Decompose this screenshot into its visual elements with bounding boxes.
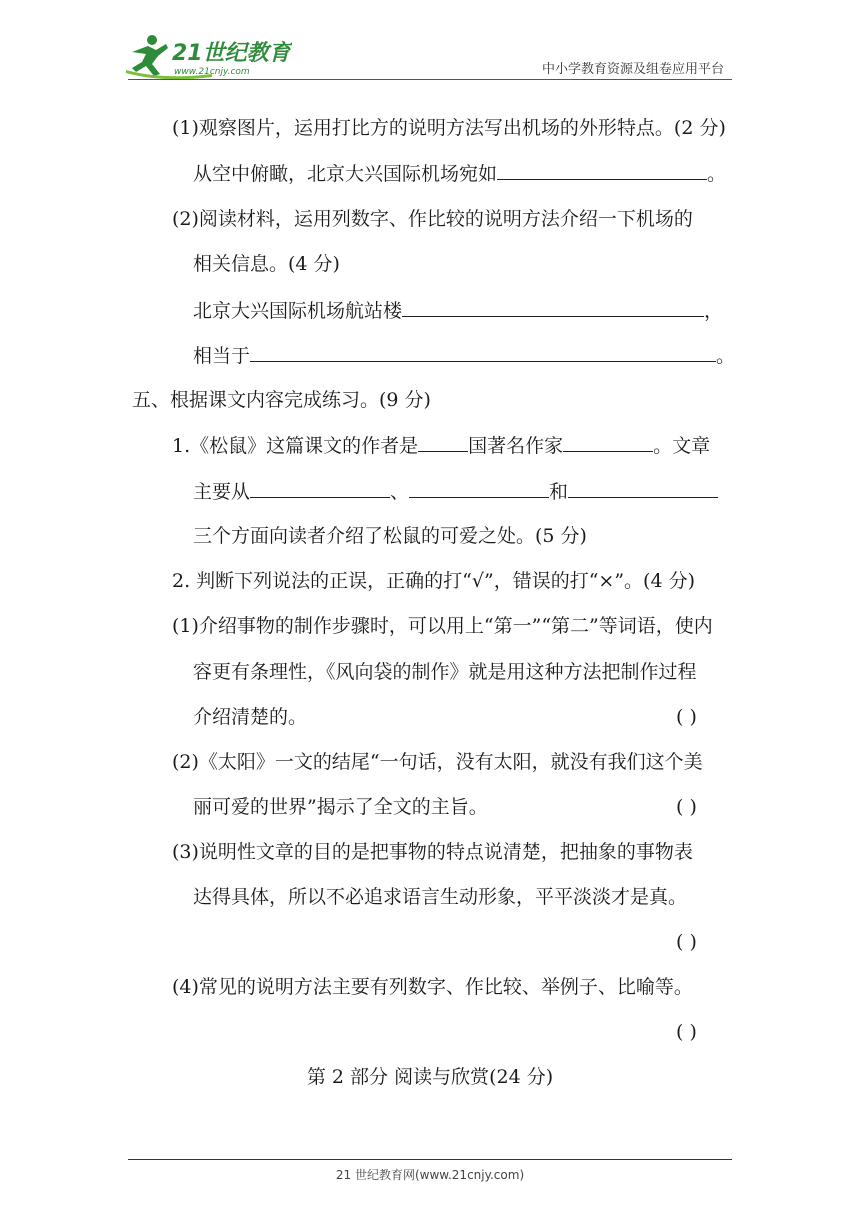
q4-part2-answer-line-2: [193, 341, 735, 370]
answer-paren-1[interactable]: ( ): [676, 706, 697, 728]
q5-s1-text-b: 国著名作家: [468, 435, 564, 457]
site-logo: [122, 30, 292, 80]
q5-s1-text-c: 。文章: [653, 435, 711, 457]
judge-3-line2: 达得具体，所以不必追求语言生动形象，平平淡淡才是真。: [193, 886, 688, 908]
judge-2-line2: 丽可爱的世界”揭示了全文的主旨。: [193, 796, 488, 818]
q5-s2-title: 2. 判断下列说法的正误，正确的打“√”，错误的打“×”。(4 分): [172, 570, 696, 592]
answer-blank[interactable]: [497, 159, 707, 180]
header-divider: [128, 79, 732, 80]
q5-s1-text-a: 1.《松鼠》这篇课文的作者是: [172, 435, 419, 457]
q4-part1-prompt: (1)观察图片，运用打比方的说明方法写出机场的外形特点。(2 分): [172, 117, 726, 139]
q4-part2-suffix-2: 。: [716, 345, 736, 367]
logo-url: www.21cnjy.com: [174, 67, 250, 77]
answer-blank[interactable]: [250, 341, 716, 362]
q4-part1-answer-line: [193, 159, 726, 188]
q5-s1-line3: 三个方面向读者介绍了松鼠的可爱之处。(5 分): [193, 525, 587, 547]
q5-s1-text-d: 主要从: [193, 481, 251, 503]
q4-part2-suffix-1: ，: [704, 300, 724, 322]
q4-part1-prefix: 从空中俯瞰，北京大兴国际机场宛如: [193, 163, 498, 185]
judge-2-line1: (2)《太阳》一文的结尾“一句话，没有太阳，就没有我们这个美: [172, 751, 703, 773]
judge-1-line3: 介绍清楚的。: [193, 706, 308, 728]
answer-paren-4[interactable]: ( ): [676, 1021, 697, 1043]
answer-blank[interactable]: [402, 296, 704, 317]
judge-3-line1: (3)说明性文章的目的是把事物的特点说清楚，把抽象的事物表: [172, 841, 693, 863]
q5-s1-line2: [193, 477, 718, 506]
answer-paren-2[interactable]: ( ): [676, 796, 697, 818]
judge-4-line1: (4)常见的说明方法主要有列数字、作比较、举例子、比喻等。: [172, 976, 693, 998]
q4-part1-suffix: 。: [707, 163, 727, 185]
answer-blank[interactable]: [563, 431, 653, 452]
answer-blank[interactable]: [250, 477, 390, 498]
footer-source: 21 世纪教育网(www.21cnjy.com): [335, 1168, 525, 1182]
q5-s1-line1: [172, 431, 710, 460]
judge-1-line2: 容更有条理性，《风向袋的制作》就是用这种方法把制作过程: [193, 661, 697, 683]
q4-part2-prompt-2: 相关信息。(4 分): [193, 253, 340, 275]
answer-blank[interactable]: [418, 431, 468, 452]
footer-divider: [128, 1159, 732, 1160]
q4-part2-prompt-1: (2)阅读材料，运用列数字、作比较的说明方法介绍一下机场的: [172, 208, 693, 230]
q4-part2-prefix-1: 北京大兴国际机场航站楼: [193, 300, 403, 322]
header-tagline: 中小学教育资源及组卷应用平台: [541, 62, 724, 77]
answer-paren-3[interactable]: ( ): [676, 931, 697, 953]
part2-title: 第 2 部分 阅读与欣赏(24 分): [306, 1066, 554, 1088]
answer-blank[interactable]: [568, 477, 718, 498]
q5-s1-text-e: 、: [390, 481, 410, 503]
q4-part2-prefix-2: 相当于: [193, 345, 251, 367]
logo-text: 21世纪教育: [172, 41, 291, 66]
answer-blank[interactable]: [409, 477, 549, 498]
q5-title: 五、根据课文内容完成练习。(9 分): [132, 389, 431, 411]
judge-1-line1: (1)介绍事物的制作步骤时，可以用上“第一”“第二”等词语，使内: [172, 615, 713, 637]
q4-part2-answer-line-1: [193, 296, 723, 325]
q5-s1-text-f: 和: [549, 481, 569, 503]
